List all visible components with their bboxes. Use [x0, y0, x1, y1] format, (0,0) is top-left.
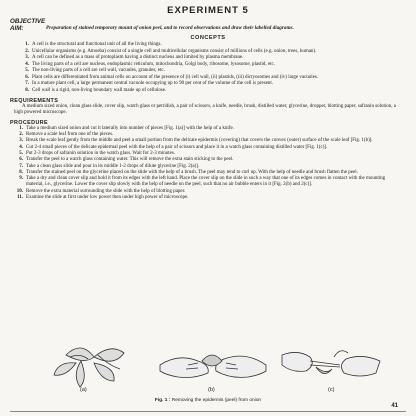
list-item — [16, 195, 398, 201]
requirements-heading: REQUIREMENTS — [10, 98, 59, 104]
step-number: 7. — [19, 163, 23, 169]
item-text: Plant cells are differentiated from animal cells on account of the presence of (i) cell wall, (ii) plastids, (iii) dictyosomes and (iv) large vacuoles. — [32, 74, 319, 80]
step-text: Cut 2-4 small pieces of the delicate epidermal peel with the help of a pair of scissors and place it in a watch glass containing distilled water [Fig. 1(c)]. — [26, 144, 328, 150]
figure-label-b: (b) — [208, 387, 215, 393]
item-number: 5. — [25, 68, 29, 73]
item-text: The non-living parts of a cell are cell wall, vacuoles, granules, etc. — [32, 68, 165, 73]
onion-pieces-illustration — [36, 335, 146, 393]
step-text: Take a clean glass slide and pour in its middle 1-2 drops of dilute glycerine [Fig. 2(a)]. — [26, 163, 200, 169]
concepts-heading: CONCEPTS — [190, 35, 226, 41]
step-text: Remove the extra material surrounding the slide with the help of blotting paper. — [26, 188, 186, 194]
item-text: A cell can be defined as a mass of protoplasm having a distinct nucleus and limited by plasma membrane. — [32, 55, 244, 60]
item-number: 3. — [25, 55, 29, 60]
aim-label: AIM: — [10, 25, 24, 32]
step-number: 3. — [19, 138, 23, 144]
step-text: Transfer the peel to a watch glass containing water. This will remove the extra stain sticking to the peel. — [26, 157, 234, 163]
forceps-peel-illustration — [276, 335, 386, 393]
procedure-list — [10, 126, 406, 202]
requirements-text: A medium sized onion, clean glass slide, cover slip, watch glass or petridish, a pair of scissors, a knife, needle, brush, distilled water, glycerine, dropper, blotting paper, safranin solution, a high powered microscope. — [14, 104, 397, 116]
step-number: 8. — [19, 169, 23, 175]
list-item — [16, 176, 398, 189]
caption-label: Fig. 1 : — [154, 398, 171, 403]
aim-text: Preparation of stained temporary mount of onion peel, and to record observations and draw their labelled diagrams. — [46, 25, 294, 31]
item-number: 6. — [25, 74, 29, 80]
item-text: A cell is the structural and functional unit of all the living things. — [32, 42, 162, 47]
experiment-title: EXPERIMENT 5 — [167, 5, 249, 16]
step-text: Break the scale leaf gently from the middle and peel a small portion from the delicate epidermis (covering) that covers the convex (outer) surface of the scale leaf [Fig. 1(b)]. — [26, 138, 373, 144]
item-number: 8. — [25, 87, 29, 93]
figure-1 — [36, 335, 386, 397]
item-number: 2. — [25, 48, 29, 54]
footer-divider — [10, 411, 406, 412]
step-number: 9. — [19, 176, 23, 182]
objective-label-block — [10, 18, 46, 32]
item-text: The living parts of a cell are nucleus, endoplasmic reticulum, mitochondria, Golgi body, ribosome, lysosome, plastid, etc. — [32, 61, 275, 67]
item-number: 1. — [25, 42, 29, 47]
item-text: Unicellular organisms (e.g. Amoeba) consist of a single cell and multicellular organisms consist of millions of cells (e.g. onion, trees, human). — [32, 48, 317, 54]
item-number: 7. — [25, 81, 29, 86]
figure-label-a: (a) — [80, 387, 87, 393]
concepts-list — [10, 42, 406, 94]
figure-label-c: (c) — [328, 387, 335, 393]
step-number: 2. — [19, 132, 23, 138]
peeling-hands-illustration — [158, 335, 268, 393]
item-number: 4. — [25, 61, 29, 67]
objective-section — [10, 18, 406, 32]
item-text: Cell wall is a rigid, non-living boundary wall made up of cellulose. — [32, 87, 167, 93]
step-text: Take a medium sized onion and cut it laterally into number of pieces [Fig. 1(a)] with the help of a knife. — [26, 125, 234, 131]
step-number: 10. — [16, 188, 23, 194]
step-number: 11. — [17, 195, 23, 201]
step-number: 1. — [19, 125, 23, 131]
step-text: Transfer the stained peel on the glycerine placed on the slide with the help of a brush. The peel may tend to curl up. With the help of needle and brush flatten the peel. — [26, 169, 358, 175]
step-text: Take a dry and clean cover slip and hold it from its edges with the left hand. Place the cover slip on the slide in such a way that one of its edges comes in contact with the mounting material, i.e., glycerine. Lower the cover slip slowly with the help of needle on the peel, such that no air bubble enters in it [Fig. 2(b) and 2(c)]. — [26, 176, 386, 188]
step-number: 6. — [19, 157, 23, 163]
step-text: Remove a scale leaf from one of the pieces. — [26, 132, 114, 138]
page-number: 41 — [391, 403, 398, 409]
objective-label: OBJECTIVE — [10, 18, 46, 25]
item-text: In a mature plant cell, a large permanent central vacuole occupying up to 90 per cent of the volume of the cell is present. — [32, 81, 274, 86]
step-number: 5. — [19, 151, 23, 156]
step-text: Examine the slide at first under low power then under high power of microscope. — [26, 195, 189, 201]
step-text: Put 2-3 drops of safranin solution in the watch glass. Wait for 2-3 minutes. — [26, 151, 176, 156]
list-item — [22, 88, 398, 95]
caption-text: Removing the epidermis (peel) from onion — [171, 398, 262, 403]
step-number: 4. — [19, 144, 23, 150]
figure-caption — [0, 398, 416, 403]
procedure-heading: PROCEDURE — [10, 119, 49, 126]
